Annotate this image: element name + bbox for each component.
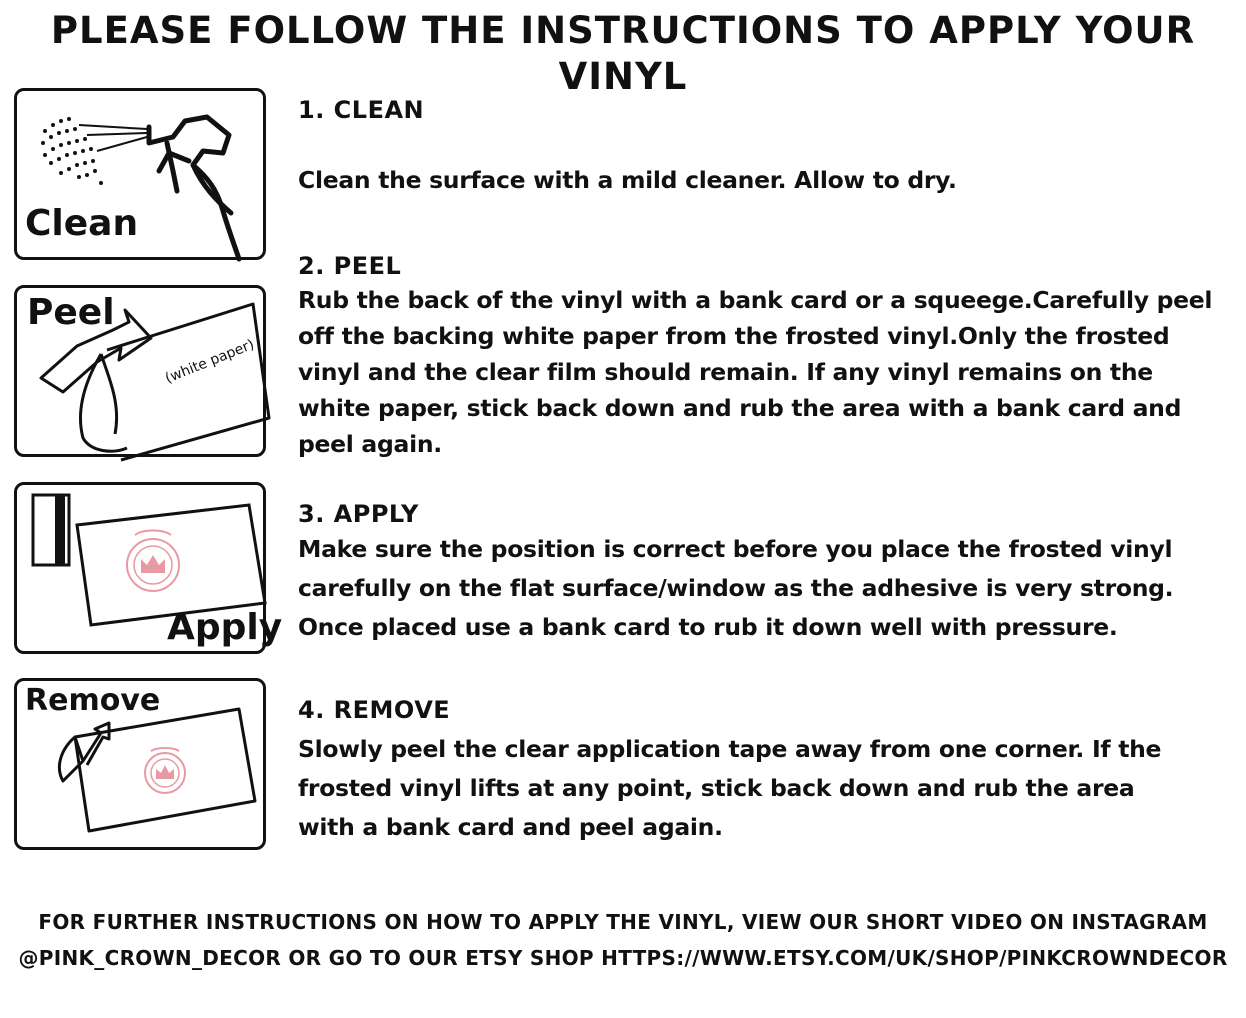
step-line: peel again. <box>298 430 442 458</box>
footer-line-1: FOR FURTHER INSTRUCTIONS ON HOW TO APPLY THE VINYL, VIEW OUR SHORT VIDEO ON INSTAGRAM <box>38 910 1208 934</box>
step-line: carefully on the flat surface/window as the adhesive is very strong. <box>298 574 1174 602</box>
peel-label: Peel <box>27 292 115 333</box>
footer-line-2: @PINK_CROWN_DECOR OR GO TO OUR ETSY SHOP HTTPS://WWW.ETSY.COM/UK/SHOP/PINKCROWNDECOR <box>18 946 1228 970</box>
step-remove <box>298 694 1218 847</box>
pink-crown-logo-small <box>145 748 185 793</box>
step-line: vinyl and the clear film should remain. If any vinyl remains on the <box>298 358 1153 386</box>
step-heading: 2. PEEL <box>298 252 402 280</box>
step-clean <box>298 94 1218 198</box>
step-line: Rub the back of the vinyl with a bank card or a squeege.Carefully peel <box>298 286 1213 314</box>
step-text <box>298 530 1218 647</box>
step-line: with a bank card and peel again. <box>298 813 723 841</box>
step-line: off the backing white paper from the frosted vinyl.Only the frosted <box>298 322 1170 350</box>
clean-label: Clean <box>25 203 139 244</box>
apply-label: Apply <box>167 607 283 648</box>
step-line: Slowly peel the clear application tape away from one corner. If the <box>298 735 1162 763</box>
white-paper-label: (white paper) <box>163 336 257 387</box>
step-peel <box>298 250 1218 462</box>
page-title: PLEASE FOLLOW THE INSTRUCTIONS TO APPLY YOUR VINYL <box>50 9 1196 98</box>
step-text <box>298 282 1218 462</box>
step-heading: 4. REMOVE <box>298 696 451 724</box>
clean-panel <box>14 88 266 260</box>
step-text <box>298 162 1218 198</box>
step-line: Clean the surface with a mild cleaner. Allow to dry. <box>298 166 957 194</box>
remove-label: Remove <box>25 683 161 718</box>
step-apply <box>298 498 1218 647</box>
peel-panel <box>14 285 266 457</box>
step-heading: 3. APPLY <box>298 500 419 528</box>
remove-panel <box>14 678 266 850</box>
pink-crown-logo <box>127 531 179 592</box>
step-line: white paper, stick back down and rub the area with a bank card and <box>298 394 1182 422</box>
step-line: Make sure the position is correct before you place the frosted vinyl <box>298 535 1173 563</box>
step-line: frosted vinyl lifts at any point, stick back down and rub the area <box>298 774 1135 802</box>
step-text <box>298 730 1218 847</box>
step-line: Once placed use a bank card to rub it down well with pressure. <box>298 613 1118 641</box>
apply-panel <box>14 482 283 654</box>
step-heading: 1. CLEAN <box>298 96 425 124</box>
